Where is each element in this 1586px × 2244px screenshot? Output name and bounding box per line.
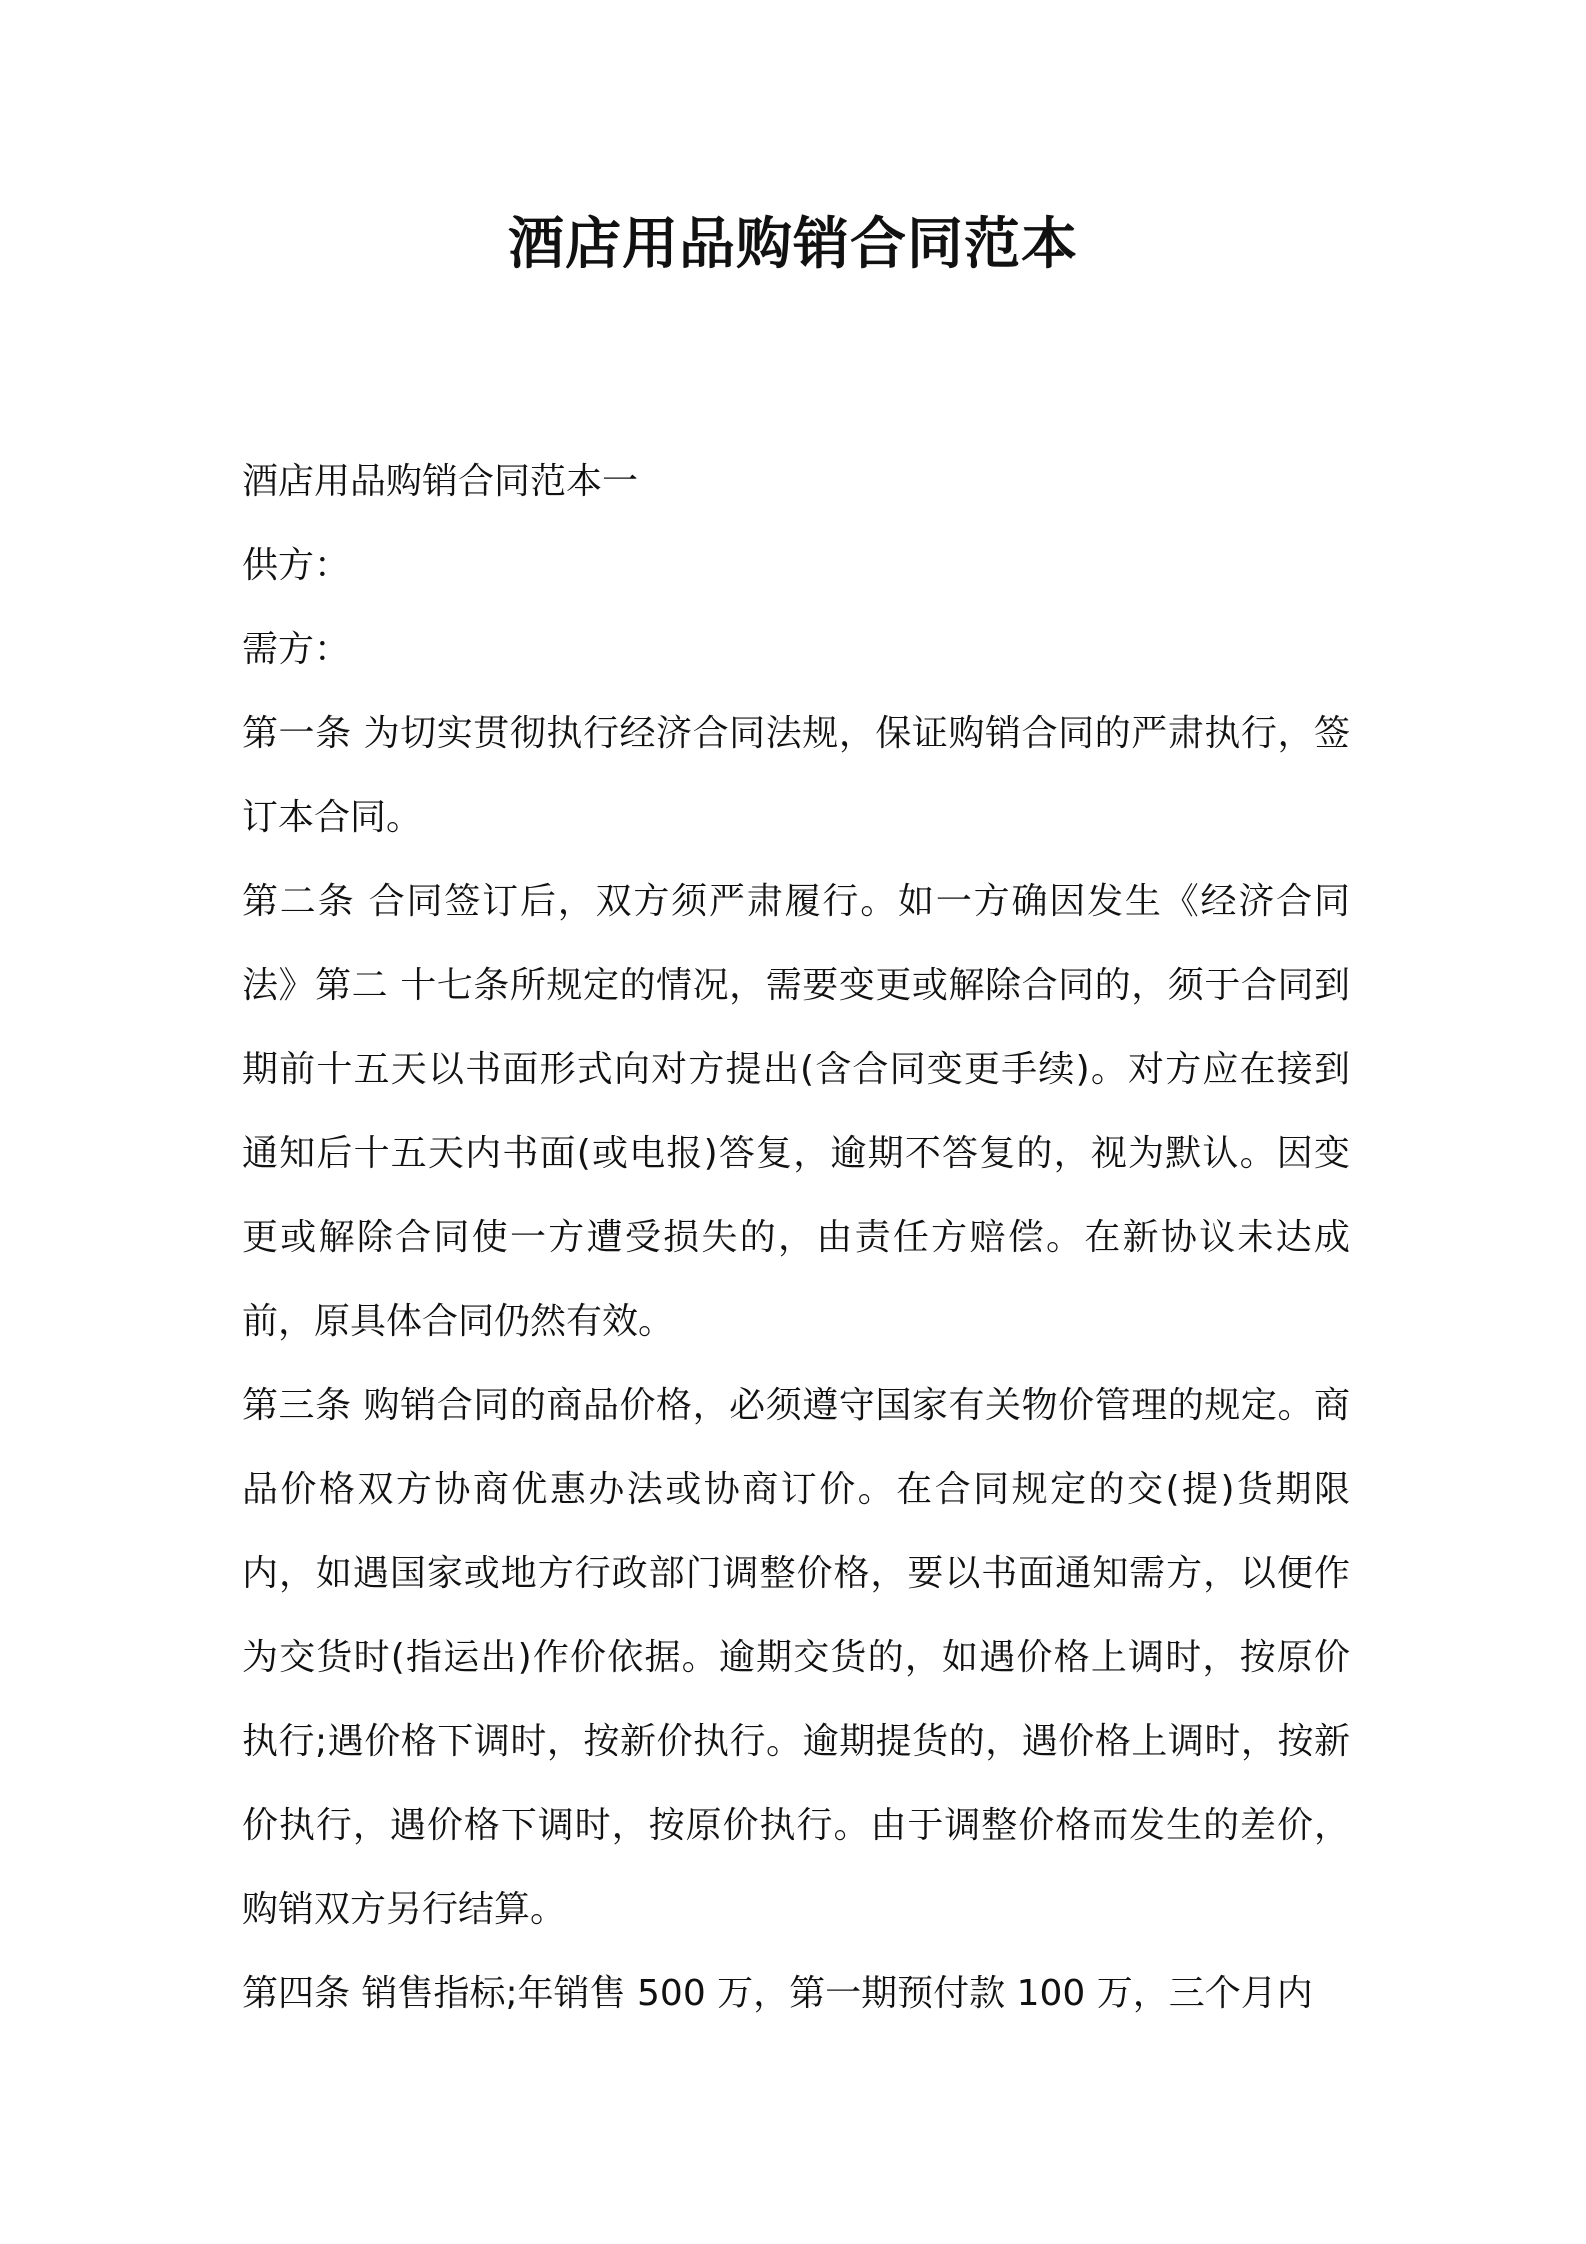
document-title: 酒店用品购销合同范本 xyxy=(508,212,1078,277)
paragraph-supplier: 供方： xyxy=(242,545,351,586)
paragraph-article-2: 第二条 合同签订后，双方须严肃履行。如一方确因发生《经济合同法》第二 十七条所规定的情况，需要变更或解除合同的，须于合同到期前十五天以书面形式向对方提出(含合同变更手续)。对方应在接到通知后十五天内书面(或电报)答复，逾期不答复的，视为默认。因变更或解除合同使一方遭受损失的，由责任方赔偿。在新协议未达成前，原具体合同仍然有效。 xyxy=(242,881,1350,1342)
paragraph-article-4: 第四条 销售指标;年销售 500 万，第一期预付款 100 万，三个月内 xyxy=(242,1973,1313,2014)
document-body xyxy=(242,440,1350,2036)
paragraph-buyer: 需方： xyxy=(242,629,351,670)
paragraph-subtitle: 酒店用品购销合同范本一 xyxy=(242,461,639,502)
paragraph-article-3: 第三条 购销合同的商品价格，必须遵守国家有关物价管理的规定。商品价格双方协商优惠办法或协商订价。在合同规定的交(提)货期限内，如遇国家或地方行政部门调整价格，要以书面通知需方，以便作为交货时(指运出)作价依据。逾期交货的，如遇价格上调时，按原价执行;遇价格下调时，按新价执行。逾期提货的，遇价格上调时，按新价执行，遇价格下调时，按原价执行。由于调整价格而发生的差价，购销双方另行结算。 xyxy=(242,1385,1350,1930)
paragraph-article-1: 第一条 为切实贯彻执行经济合同法规，保证购销合同的严肃执行，签订本合同。 xyxy=(242,713,1350,838)
